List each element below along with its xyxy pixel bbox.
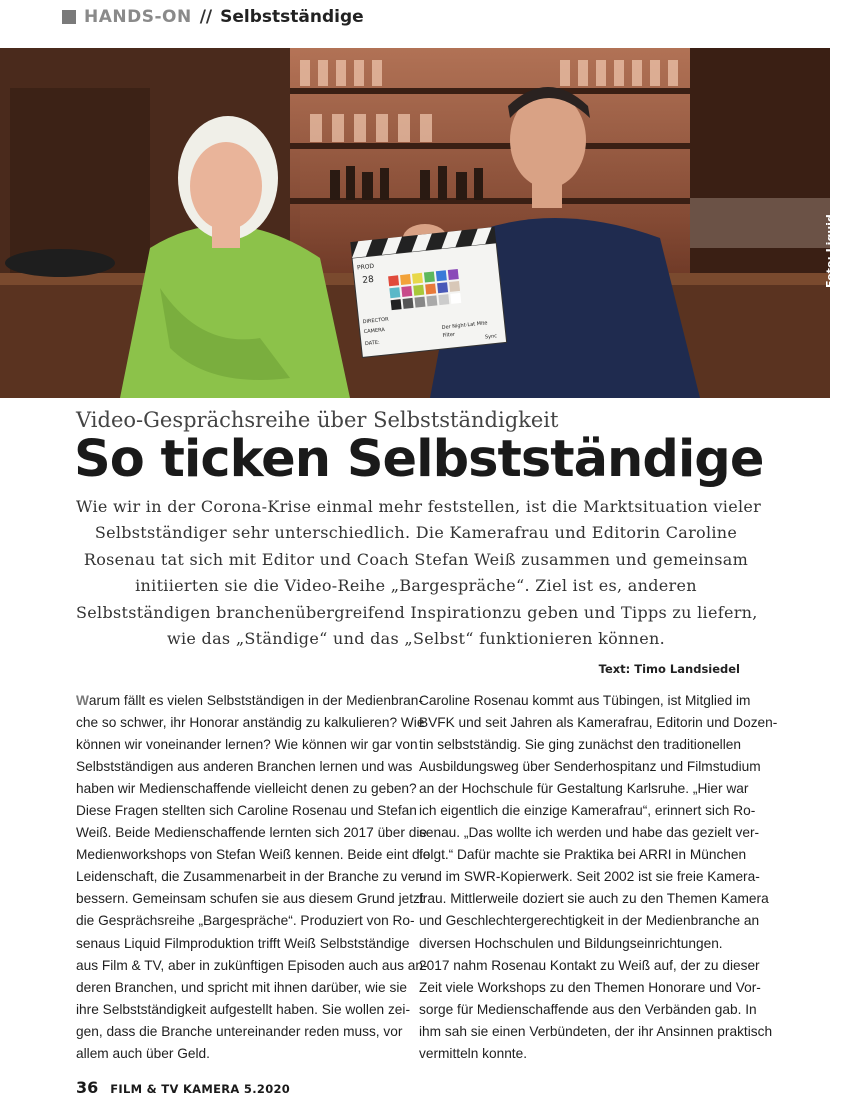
body-line: ihm sah sie einen Verbündeten, der ihr Ansinnen praktisch	[419, 1023, 773, 1039]
clapper-label: CAMERA	[363, 326, 386, 336]
body-line: Leidenschaft, die Zusammenarbeit in der Branche zu ver-	[76, 869, 425, 885]
body-line: diversen Hochschulen und Bildungseinrichtungen.	[419, 935, 723, 951]
body-line: vermitteln konnte.	[419, 1045, 528, 1061]
body-line: Zeit viele Workshops zu den Themen Honorare und Vor-	[419, 979, 761, 995]
body-line: aus Film & TV, aber in zukünftigen Episoden auch aus an-	[76, 957, 428, 973]
lead-line: Rosenau tat sich mit Editor und Coach Stefan Weiß zusammen und gemeinsam	[83, 549, 749, 569]
section-marker	[62, 10, 76, 24]
body-line-text: arum fällt es vielen Selbstständigen in der Medienbran-	[88, 693, 423, 708]
body-line: che so schwer, ihr Honorar anständig zu kalkulieren? Wie	[76, 715, 425, 731]
clapper-label: DATE:	[364, 339, 381, 348]
body-line: können wir voneinander lernen? Wie können wir gar von	[76, 737, 418, 753]
section-header	[62, 6, 364, 28]
lead-line: Wie wir in der Corona-Krise einmal mehr feststellen, ist die Marktsituation vieler	[76, 497, 762, 516]
clapper-label: Filter	[442, 331, 456, 339]
hero-photo	[0, 48, 850, 398]
body-line: BVFK und seit Jahren als Kamerafrau, Editorin und Dozen-	[419, 715, 778, 731]
body-line: Diese Fragen stellten sich Caroline Rosenau und Stefan	[76, 803, 417, 819]
article-title: So ticken Selbstständige	[74, 430, 764, 489]
body-column-right	[419, 690, 778, 1065]
body-line: allem auch über Geld.	[76, 1045, 210, 1061]
body-line: frau. Mittlerweile doziert sie auch zu den Themen Kamera	[419, 891, 769, 907]
body-line: ihre Selbstständigkeit aufgestellt haben. Sie wollen zei-	[76, 1001, 411, 1017]
body-line: gen, dass die Branche untereinander reden muss, vor	[76, 1023, 403, 1039]
body-line: 2017 nahm Rosenau Kontakt zu Weiß auf, der zu dieser	[419, 957, 760, 973]
body-line: Ausbildungsweg über Senderhospitanz und Filmstudium	[419, 759, 761, 775]
body-line: deren Branchen, und spricht mit ihnen darüber, wie sie	[76, 979, 407, 995]
clapperboard	[350, 227, 506, 358]
body-line: Selbstständigen aus anderen Branchen lernen und was	[76, 759, 413, 775]
body-line: bessern. Gemeinsam schufen sie aus diesem Grund jetzt	[76, 891, 424, 907]
lead-line: Selbstständiger sehr unterschiedlich. Die Kamerafrau und Editorin Caroline	[94, 523, 738, 543]
article-lead	[76, 494, 762, 652]
magazine-issue: FILM & TV KAMERA 5.2020	[110, 1082, 291, 1096]
section-separator: //	[199, 7, 213, 27]
body-line: Caroline Rosenau kommt aus Tübingen, ist Mitglied im	[419, 693, 751, 708]
lead-line: initiierten sie die Video-Reihe „Bargespräche“. Ziel ist es, anderen	[135, 576, 697, 596]
clapper-label: PROD	[356, 262, 375, 272]
body-line: sorge für Medienschaffende aus den Verbänden gab. In	[419, 1001, 757, 1017]
section-label: HANDS-ON	[84, 7, 192, 27]
body-line: folgt.“ Dafür machte sie Praktika bei ARRI in München	[419, 847, 747, 863]
hero-photo-illustration	[0, 48, 830, 398]
clapper-label: Der Night-Lat Mite	[441, 320, 488, 331]
body-line: und Geschlechtergerechtigkeit in der Medienbranche an	[419, 913, 760, 929]
page-footer	[76, 1078, 290, 1097]
clapper-label: 28	[361, 274, 375, 287]
body-line: Weiß. Beide Medienschaffende lernten sich 2017 über die	[76, 825, 428, 841]
lead-line: Selbstständigen branchenübergreifend Inspirationzu geben und Tipps zu liefern,	[76, 602, 758, 622]
clapper-label: DIRECTOR	[362, 316, 389, 326]
lead-line: wie das „Ständige“ und das „Selbst“ funktionieren können.	[166, 629, 665, 649]
clapper-label: Sync	[484, 333, 498, 341]
body-line: ich eigentlich die einzige Kamerafrau“, erinnert sich Ro-	[419, 803, 756, 819]
drop-cap: W	[76, 693, 89, 708]
body-line: senaus Liquid Filmproduktion trifft Weiß Selbstständige	[76, 935, 410, 951]
article-byline: Text: Timo Landsiedel	[598, 662, 740, 676]
body-line: und im SWR-Kopierwerk. Seit 2002 ist sie freie Kamera-	[419, 869, 760, 885]
body-line	[76, 690, 423, 712]
body-line: senau. „Das wollte ich werden und habe das gezielt ver-	[419, 825, 760, 841]
body-line: an der Hochschule für Gestaltung Karlsruhe. „Hier war	[419, 781, 749, 797]
body-line: die Gesprächsreihe „Bargespräche“. Produziert von Ro-	[76, 913, 415, 929]
body-column-left	[76, 690, 431, 1065]
photo-credit: Foto: Liquid Filmproduktion	[824, 193, 850, 288]
body-line: tin selbstständig. Sie ging zunächst den traditionellen	[419, 737, 741, 753]
article-kicker: Video-Gesprächsreihe über Selbstständigkeit	[76, 408, 559, 432]
body-line: haben wir Medienschaffende vielleicht denen zu geben?	[76, 781, 417, 797]
page-number: 36	[76, 1078, 99, 1097]
section-topic: Selbstständige	[220, 7, 364, 27]
body-line: Medienworkshops von Stefan Weiß kennen. Beide eint die	[76, 847, 431, 863]
